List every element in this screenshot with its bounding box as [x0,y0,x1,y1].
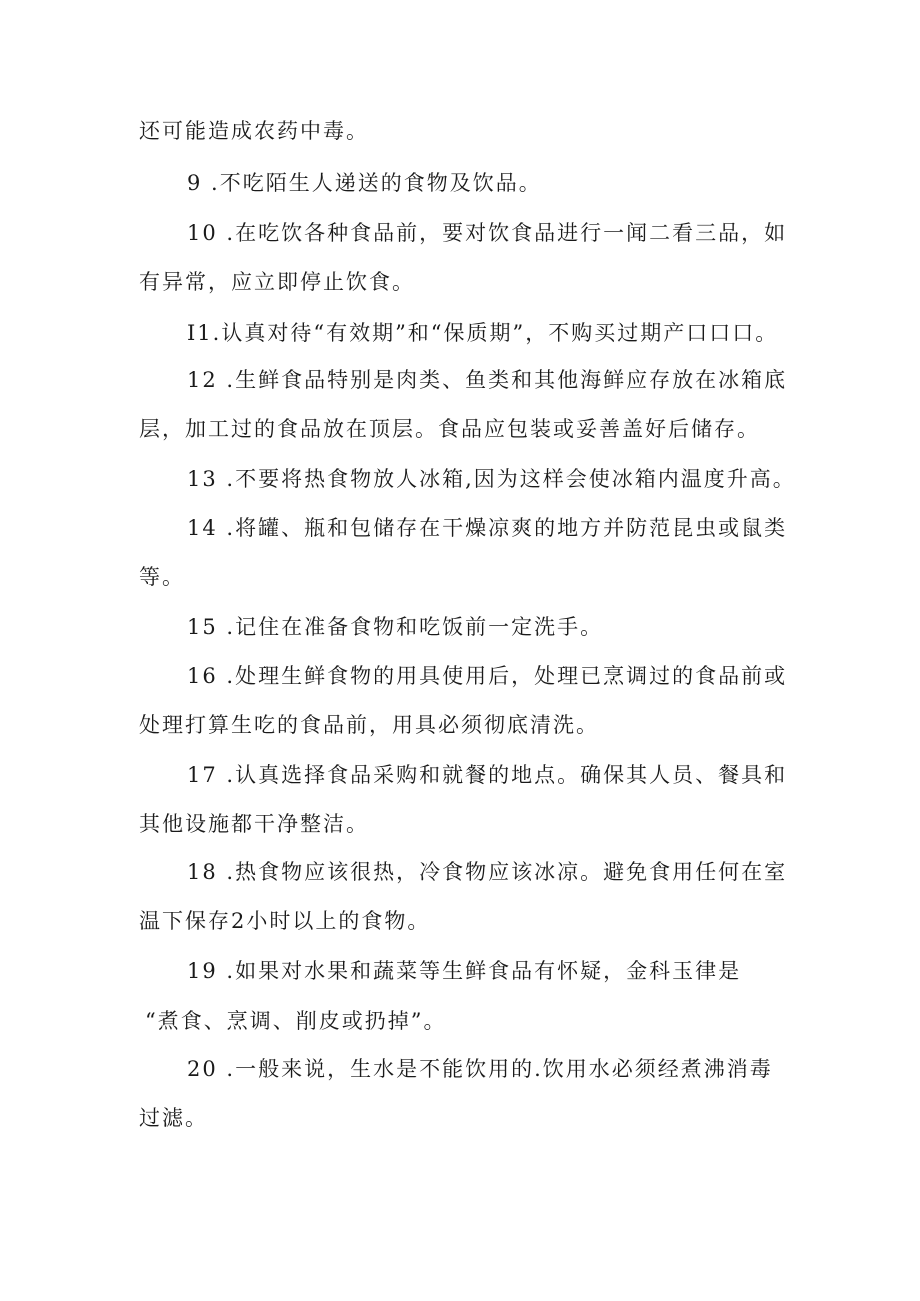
list-item-15: 15 .记住在准备食物和吃饭前一定洗手。 [187,615,604,639]
text-line: 处理打算生吃的食品前，用具必须彻底清洗。 [139,713,599,737]
list-item-11: I1.认真对待“有效期”和“保质期”，不购买过期产口口口。 [187,321,779,345]
text-line: 温下保存2小时以上的食物。 [139,909,431,933]
list-item-12: 12 .生鲜食品特别是肉类、鱼类和其他海鲜应存放在冰箱底 [187,368,788,392]
list-item-16: 16 .处理生鲜食物的用具使用后，处理已烹调过的食品前或 [187,664,788,688]
text-line: “煮食、烹调、削皮或扔掉”。 [145,1009,447,1033]
list-item-14: 14 .将罐、瓶和包储存在干燥凉爽的地方并防范昆虫或鼠类 [187,516,788,540]
list-item-19: 19 .如果对水果和蔬菜等生鲜食品有怀疑，金科玉律是 [187,959,742,983]
list-item-20: 20 .一般来说，生水是不能饮用的.饮用水必须经煮沸消毒 [187,1057,773,1081]
list-item-13: 13 .不要将热食物放人冰箱,因为这样会使冰箱内温度升高。 [187,467,796,491]
list-item-17: 17 .认真选择食品采购和就餐的地点。确保其人员、餐具和 [187,763,788,787]
text-line: 等。 [139,565,185,589]
list-item-18: 18 .热食物应该很热，冷食物应该冰凉。避免食用任何在室 [187,860,788,884]
text-line: 其他设施都干净整洁。 [139,812,369,836]
text-line: 层，加工过的食品放在顶层。食品应包装或妥善盖好后储存。 [139,417,760,441]
list-item-10: 10 .在吃饮各种食品前，要对饮食品进行一闻二看三品，如 [187,221,788,245]
text-line: 过滤。 [139,1106,208,1130]
text-line: 还可能造成农药中毒。 [139,119,369,143]
text-line: 有异常，应立即停止饮食。 [139,270,415,294]
list-item-9: 9 .不吃陌生人递送的食物及饮品。 [187,171,542,195]
